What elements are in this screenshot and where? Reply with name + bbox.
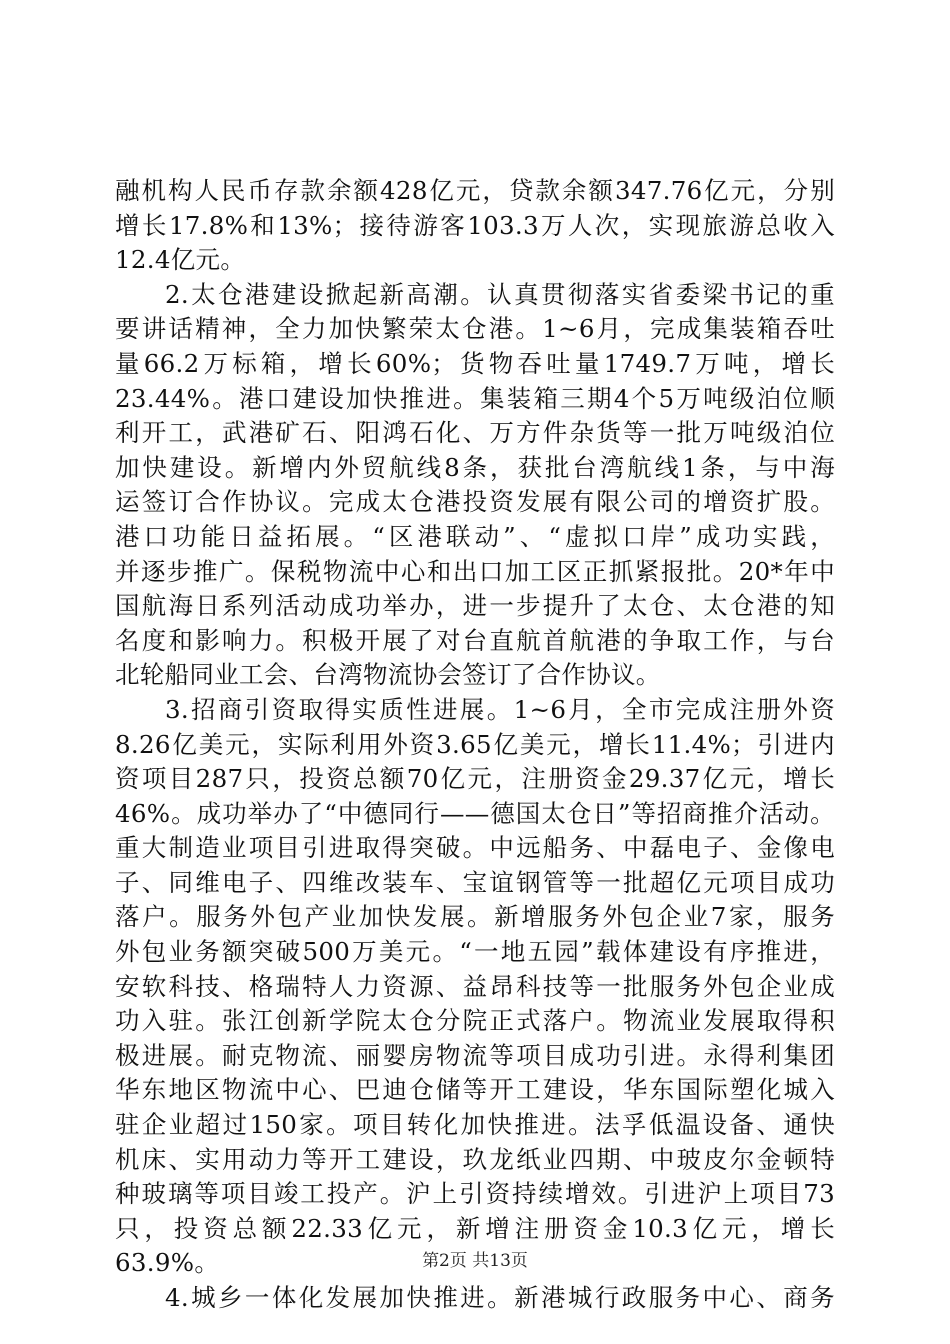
text-line: 安软科技、格瑞特人力资源、益昂科技等一批服务外包企业成: [115, 971, 835, 1001]
body-text: [115, 174, 835, 1316]
text-line: 资项目287只，投资总额70亿元，注册资金29.37亿元，增长: [115, 764, 835, 794]
text-line: 利开工，武港矿石、阳鸿石化、万方件杂货等一批万吨级泊位: [115, 418, 835, 448]
text-line: 华东地区物流中心、巴迪仓储等开工建设，华东国际塑化城入: [115, 1075, 835, 1105]
text-line: 名度和影响力。积极开展了对台直航首航港的争取工作，与台: [115, 625, 835, 655]
text-line: 功入驻。张江创新学院太仓分院正式落户。物流业发展取得积: [115, 1006, 835, 1036]
page-footer: 第2页 共13页: [422, 1251, 528, 1271]
text-line: 子、同维电子、四维改装车、宝谊钢管等一批超亿元项目成功: [115, 867, 835, 897]
text-line: 种玻璃等项目竣工投产。沪上引资持续增效。引进沪上项目73: [115, 1179, 835, 1209]
text-line: 重大制造业项目引进取得突破。中远船务、中磊电子、金像电: [115, 833, 835, 863]
text-line: 23.44%。港口建设加快推进。集装箱三期4个5万吨级泊位顺: [115, 383, 835, 413]
text-line: 要讲话精神，全力加快繁荣太仓港。1~6月，完成集装箱吞吐: [115, 314, 835, 344]
text-line: 并逐步推广。保税物流中心和出口加工区正抓紧报批。20*年中: [115, 556, 835, 586]
text-line: 驻企业超过150家。项目转化加快推进。法孚低温设备、通快: [115, 1110, 835, 1140]
text-line: 北轮船同业工会、台湾物流协会签订了合作协议。: [115, 660, 661, 690]
text-line: 8.26亿美元，实际利用外资3.65亿美元，增长11.4%；引进内: [115, 729, 835, 759]
text-line: 落户。服务外包产业加快发展。新增服务外包企业7家，服务: [115, 902, 835, 932]
paragraph-start-line: 2.太仓港建设掀起新高潮。认真贯彻落实省委梁书记的重: [165, 279, 835, 309]
text-line: 国航海日系列活动成功举办，进一步提升了太仓、太仓港的知: [115, 591, 835, 621]
text-line: 外包业务额突破500万美元。“一地五园”载体建设有序推进，: [115, 937, 835, 967]
text-line: 运签订合作协议。完成太仓港投资发展有限公司的增资扩股。: [115, 487, 835, 517]
text-line: 港口功能日益拓展。“区港联动”、“虚拟口岸”成功实践，: [115, 521, 835, 551]
text-line: 只，投资总额22.33亿元，新增注册资金10.3亿元，增长: [115, 1213, 835, 1243]
text-line: 12.4亿元。: [115, 245, 246, 275]
text-line: 融机构人民币存款余额428亿元，贷款余额347.76亿元，分别: [115, 176, 835, 205]
text-line: 63.9%。: [115, 1248, 220, 1278]
text-line: 加快建设。新增内外贸航线8条，获批台湾航线1条，与中海: [115, 452, 835, 482]
paragraph-start-line: 4.城乡一体化发展加快推进。新港城行政服务中心、商务: [165, 1283, 835, 1312]
text-line: 46%。成功举办了“中德同行——德国太仓日”等招商推介活动。: [115, 798, 835, 828]
paragraph-start-line: 3.招商引资取得实质性进展。1~6月，全市完成注册外资: [165, 694, 835, 724]
text-line: 增长17.8%和13%；接待游客103.3万人次，实现旅游总收入: [115, 210, 835, 240]
text-line: 极进展。耐克物流、丽婴房物流等项目成功引进。永得利集团: [115, 1040, 835, 1070]
text-line: 量66.2万标箱，增长60%；货物吞吐量1749.7万吨，增长: [115, 348, 835, 378]
text-line: 机床、实用动力等开工建设，玖龙纸业四期、中玻皮尔金顿特: [115, 1144, 835, 1174]
